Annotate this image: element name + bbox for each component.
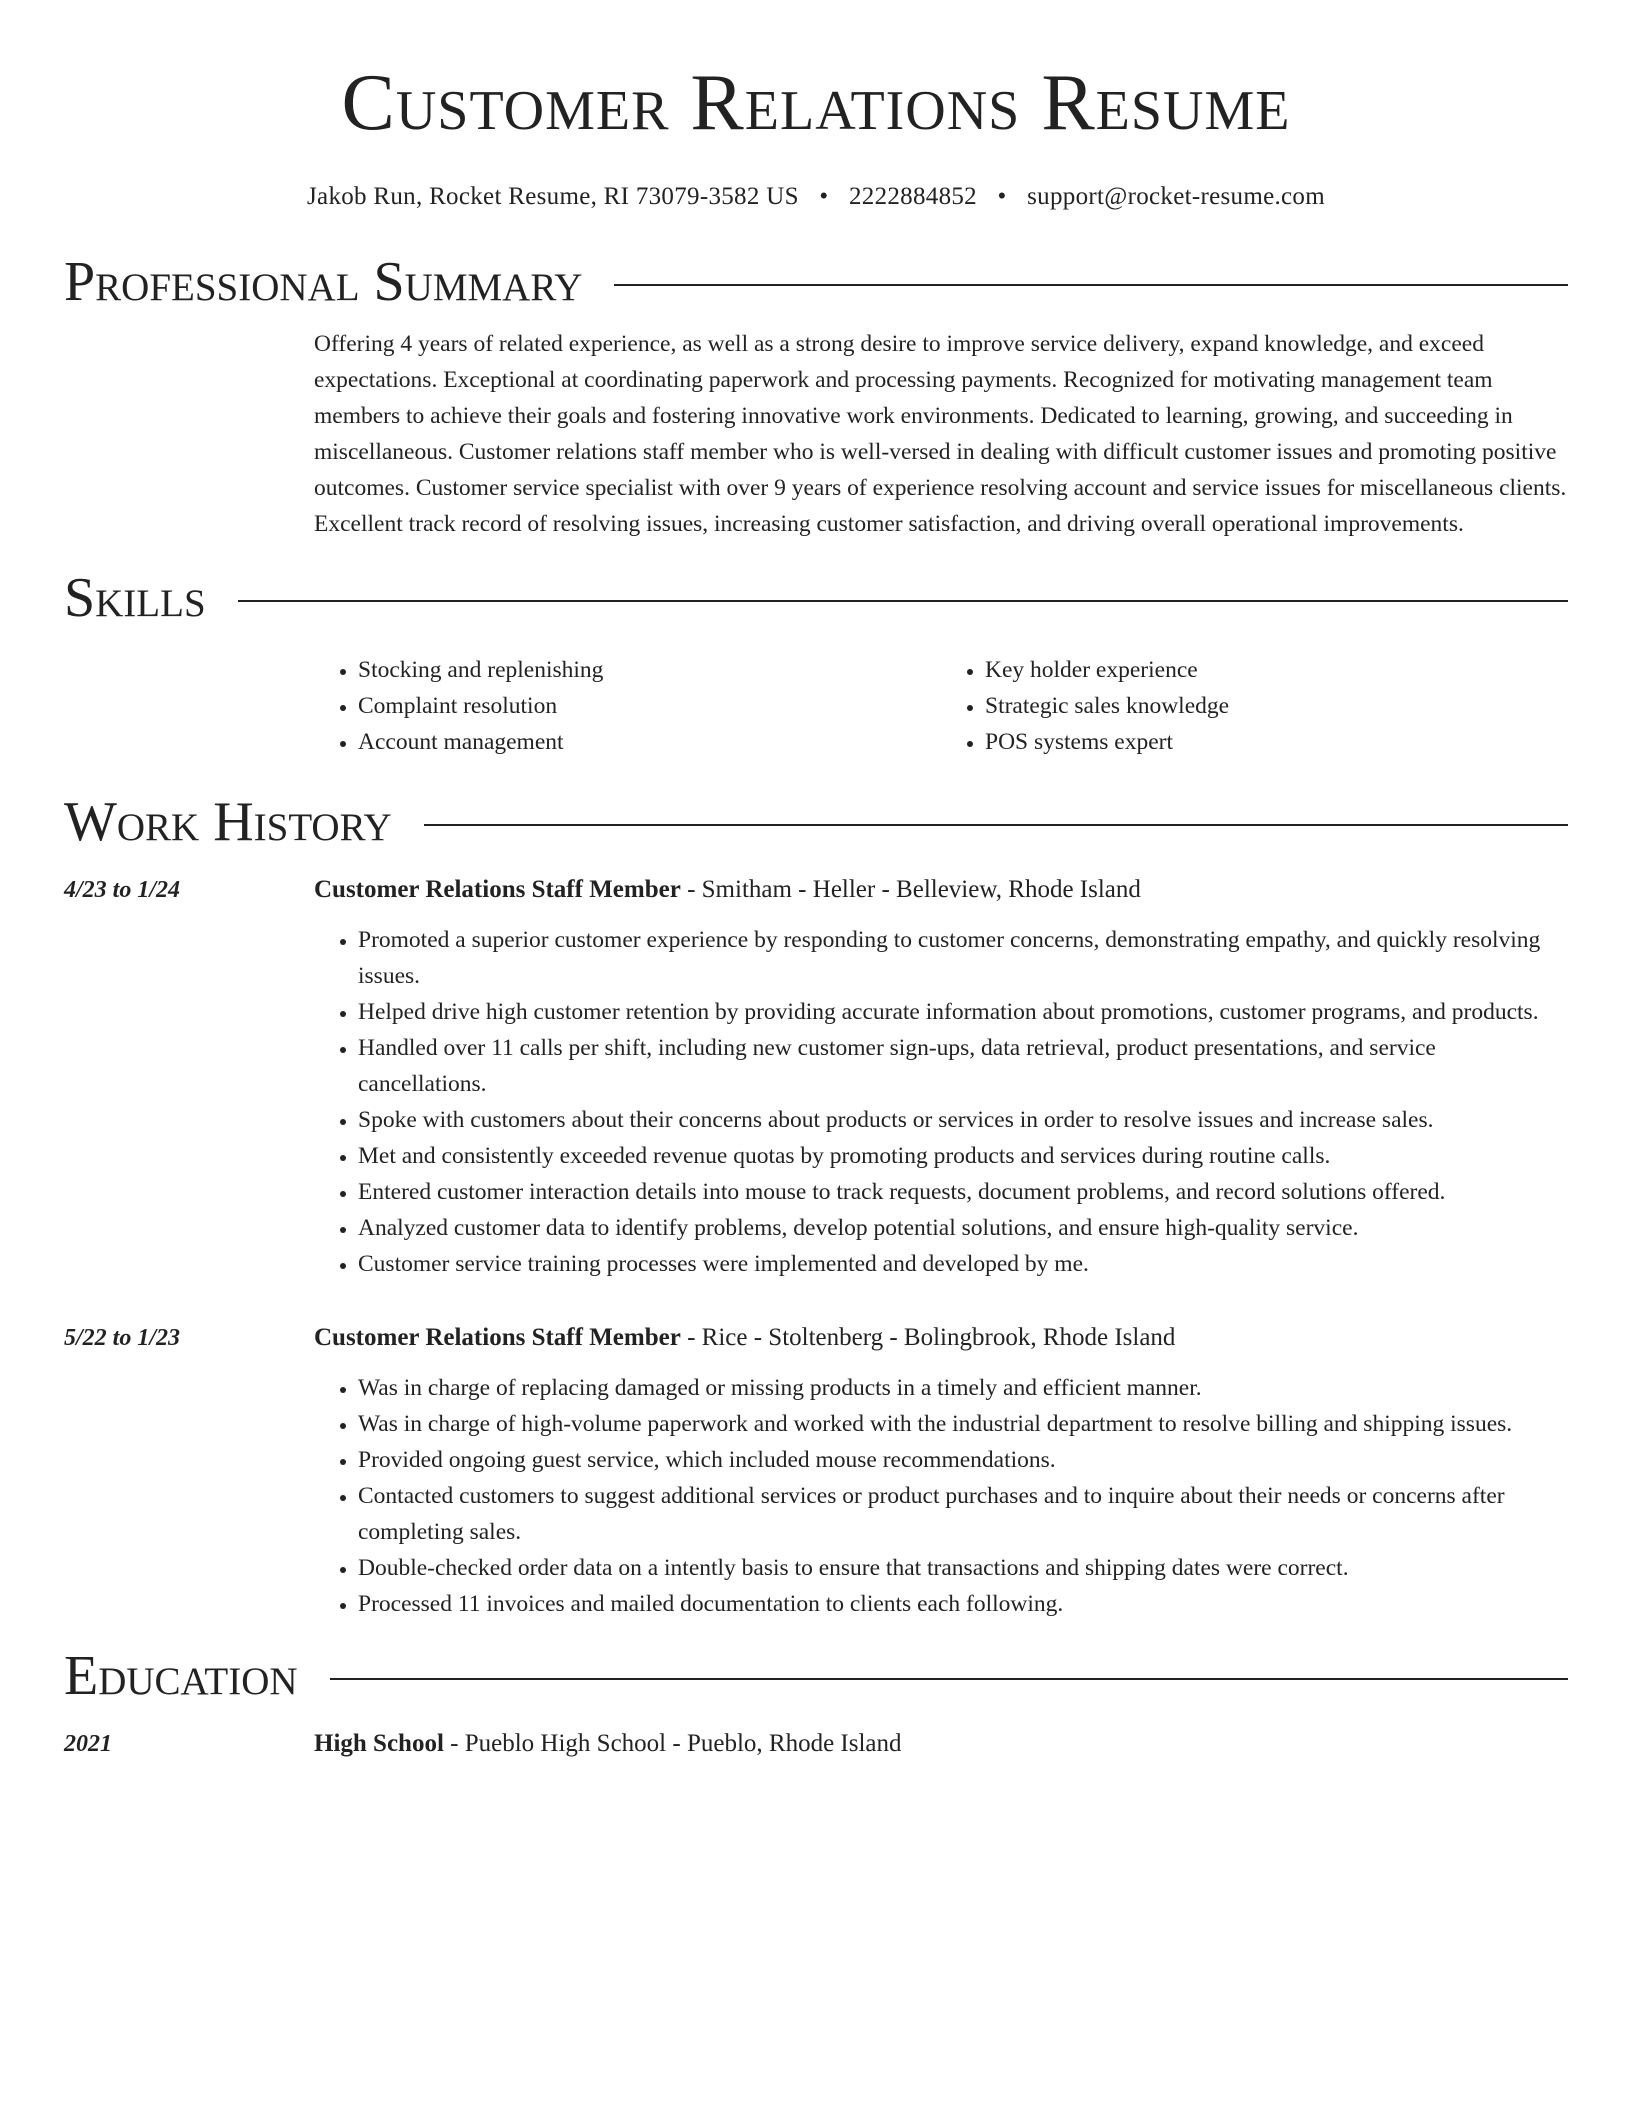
summary-heading: Professional Summary — [64, 251, 583, 313]
job-bullet: • Provided ongoing guest service, which included mouse recommendations. — [358, 1442, 1568, 1478]
job-bullet: • Contacted customers to suggest additional services or product purchases and to inquire about their needs or concerns after completing sales. — [358, 1478, 1568, 1550]
job-bullet: • Promoted a superior customer experience by responding to customer concerns, demonstrating empathy, and quickly resolving issues. — [358, 922, 1568, 994]
job-bullet: • Double-checked order data on a intently basis to ensure that transactions and shipping dates were correct. — [358, 1550, 1568, 1586]
job-bullet: • Spoke with customers about their concerns about products or services in order to resolve issues and increase sales. — [358, 1102, 1568, 1138]
job-bullet: • Was in charge of high-volume paperwork and worked with the industrial department to resolve billing and shipping issues. — [358, 1406, 1568, 1442]
job-bullets — [314, 922, 1568, 1282]
work-entry-heading — [314, 872, 1568, 908]
work-dates: 5/22 to 1/23 — [64, 1325, 181, 1351]
skills-list — [314, 652, 1568, 760]
work-entry — [64, 872, 1568, 1282]
education-section-header — [64, 1644, 1568, 1708]
education-year: 2021 — [64, 1731, 112, 1757]
skill-item: • Account management — [358, 724, 941, 760]
work-entry-heading — [314, 1320, 1568, 1356]
work-section-header — [64, 790, 1568, 854]
job-bullet: • Handled over 11 calls per shift, including new customer sign-ups, data retrieval, product presentations, and service cancellations. — [358, 1030, 1568, 1102]
job-title: Customer Relations Staff Member — [314, 876, 681, 903]
job-employer-location: - Rice - Stoltenberg - Bolingbrook, Rhode Island — [680, 1324, 1176, 1351]
job-bullet: • Met and consistently exceeded revenue quotas by promoting products and services during routine calls. — [358, 1138, 1568, 1174]
skill-item: • Key holder experience — [985, 652, 1568, 688]
work-entry — [64, 1320, 1568, 1622]
education-entry-body — [314, 1726, 1568, 1762]
work-entry-body — [314, 1320, 1568, 1622]
skill-item: • Complaint resolution — [358, 688, 941, 724]
contact-line — [64, 182, 1568, 212]
section-divider — [614, 284, 1568, 286]
job-bullet: • Customer service training processes were implemented and developed by me. — [358, 1246, 1568, 1282]
job-title: Customer Relations Staff Member — [314, 1324, 681, 1351]
skills-section-header — [64, 566, 1568, 630]
contact-address: Jakob Run, Rocket Resume, RI 73079-3582 US — [307, 183, 799, 210]
section-divider — [238, 600, 1568, 602]
job-bullet: • Entered customer interaction details into mouse to track requests, document problems, and record solutions offered. — [358, 1174, 1568, 1210]
section-divider — [424, 824, 1568, 826]
skills-column-left — [314, 652, 941, 760]
job-bullet: • Was in charge of replacing damaged or missing products in a timely and efficient manner. — [358, 1370, 1568, 1406]
job-employer-location: - Smitham - Heller - Belleview, Rhode Island — [680, 876, 1141, 903]
contact-separator: • — [819, 183, 829, 210]
job-bullet: • Processed 11 invoices and mailed documentation to clients each following. — [358, 1586, 1568, 1622]
skill-item: • POS systems expert — [985, 724, 1568, 760]
education-entry — [64, 1726, 1568, 1762]
resume-title: Customer Relations Resume — [341, 59, 1291, 147]
summary-section-header — [64, 250, 1568, 314]
job-bullet: • Analyzed customer data to identify problems, develop potential solutions, and ensure high-quality service. — [358, 1210, 1568, 1246]
skills-heading: Skills — [64, 567, 206, 629]
job-bullets — [314, 1370, 1568, 1622]
work-entry-body — [314, 872, 1568, 1282]
job-bullet: • Helped drive high customer retention by providing accurate information about promotions, customer programs, and products. — [358, 994, 1568, 1030]
contact-separator: • — [997, 183, 1007, 210]
degree: High School — [314, 1730, 444, 1757]
skills-column-right — [941, 652, 1568, 760]
skill-item: • Stocking and replenishing — [358, 652, 941, 688]
summary-text: Offering 4 years of related experience, as well as a strong desire to improve service delivery, expand knowledge, and exceed expectations. Exceptional at coordinating paperwork and processing payments. Recognized for motivating management team members to achieve their goals and fostering innovative work environments. Dedicated to learning, growing, and succeeding in miscellaneous. Customer relations staff member who is well-versed in dealing with difficult customer issues and promoting positive outcomes. Customer service specialist with over 9 years of experience resolving account and service issues for miscellaneous clients. Excellent track record of resolving issues, increasing customer satisfaction, and driving overall operational improvements. — [314, 331, 1567, 537]
skill-item: • Strategic sales knowledge — [985, 688, 1568, 724]
work-dates: 4/23 to 1/24 — [64, 877, 181, 903]
education-heading: Education — [64, 1645, 298, 1707]
education-entry-heading — [314, 1726, 1568, 1762]
contact-email: support@rocket-resume.com — [1027, 183, 1325, 210]
contact-phone: 2222884852 — [848, 183, 977, 210]
work-heading: Work History — [64, 791, 392, 853]
school-location: - Pueblo High School - Pueblo, Rhode Island — [443, 1730, 902, 1757]
section-divider — [330, 1678, 1568, 1680]
